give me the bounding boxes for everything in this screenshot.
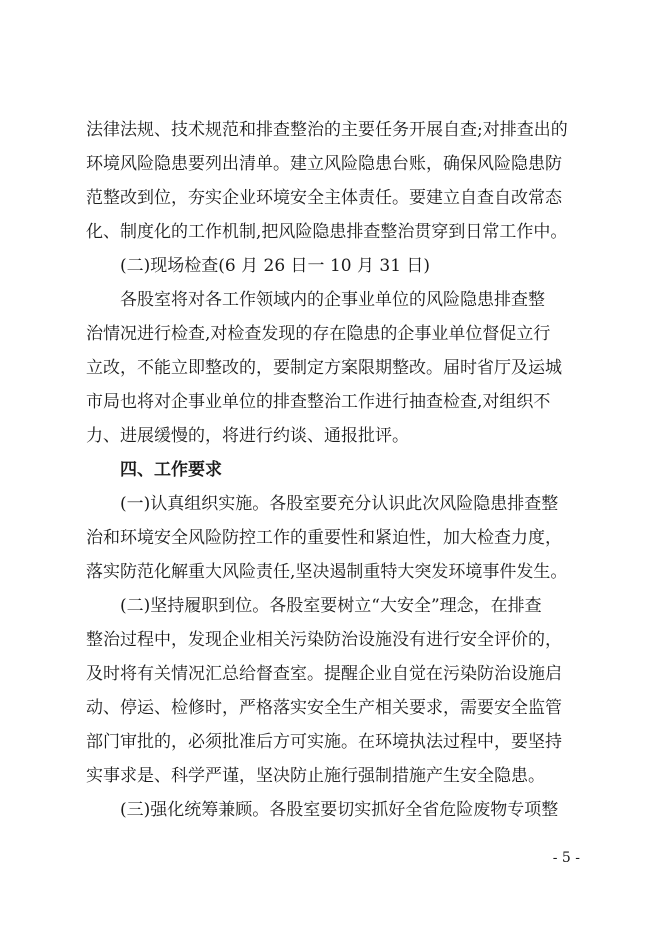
body-line-2: 环境风险隐患要列出清单。建立风险隐患台账，确保风险隐患防 xyxy=(86,154,562,174)
body-line-14: 落实防范化解重大风险责任,坚决遏制重特大突发环境事件发生。 xyxy=(86,562,568,582)
body-line-1: 法律法规、技术规范和排查整治的主要任务开展自查;对排查出的 xyxy=(86,120,568,140)
section-heading-work-requirements: 四、工作要求 xyxy=(120,460,222,480)
body-line-21: (三)强化统筹兼顾。各股室要切实抓好全省危险废物专项整 xyxy=(120,800,559,820)
subheading-site-inspection: (二)现场检查(6 月 26 日一 10 月 31 日) xyxy=(120,256,431,276)
body-line-17: 及时将有关情况汇总给督查室。提醒企业自觉在污染防治设施启 xyxy=(86,664,562,684)
body-line-18: 动、停运、检修时，严格落实安全生产相关要求，需要安全监管 xyxy=(86,698,562,718)
body-line-15: (二)坚持履职到位。各股室要树立“大安全”理念，在排查 xyxy=(120,596,542,616)
body-line-19: 部门审批的，必须批准后方可实施。在环境执法过程中，要坚持 xyxy=(86,732,562,752)
body-line-16: 整治过程中，发现企业相关污染防治设施没有进行安全评价的， xyxy=(86,630,562,650)
page-number: - 5 - xyxy=(552,850,580,866)
body-line-12: (一)认真组织实施。各股室要充分认识此次风险隐患排查整 xyxy=(120,494,559,514)
body-line-4: 化、制度化的工作机制,把风险隐患排查整治贯穿到日常工作中。 xyxy=(86,222,568,242)
body-line-8: 立改，不能立即整改的，要制定方案限期整改。届时省厅及运城 xyxy=(86,358,562,378)
body-line-13: 治和环境安全风险防控工作的重要性和紧迫性，加大检查力度， xyxy=(86,528,562,548)
body-line-9: 市局也将对企事业单位的排查整治工作进行抽查检查,对组织不 xyxy=(86,392,551,412)
body-line-20: 实事求是、科学严谨，坚决防止施行强制措施产生安全隐患。 xyxy=(86,766,545,786)
body-line-6: 各股室将对各工作领域内的企事业单位的风险隐患排查整 xyxy=(120,290,545,310)
body-line-10: 力、进展缓慢的，将进行约谈、通报批评。 xyxy=(86,426,409,446)
body-line-7: 治情况进行检查,对检查发现的存在隐患的企事业单位督促立行 xyxy=(86,324,551,344)
body-line-3: 范整改到位，夯实企业环境安全主体责任。要建立自查自改常态 xyxy=(86,188,562,208)
